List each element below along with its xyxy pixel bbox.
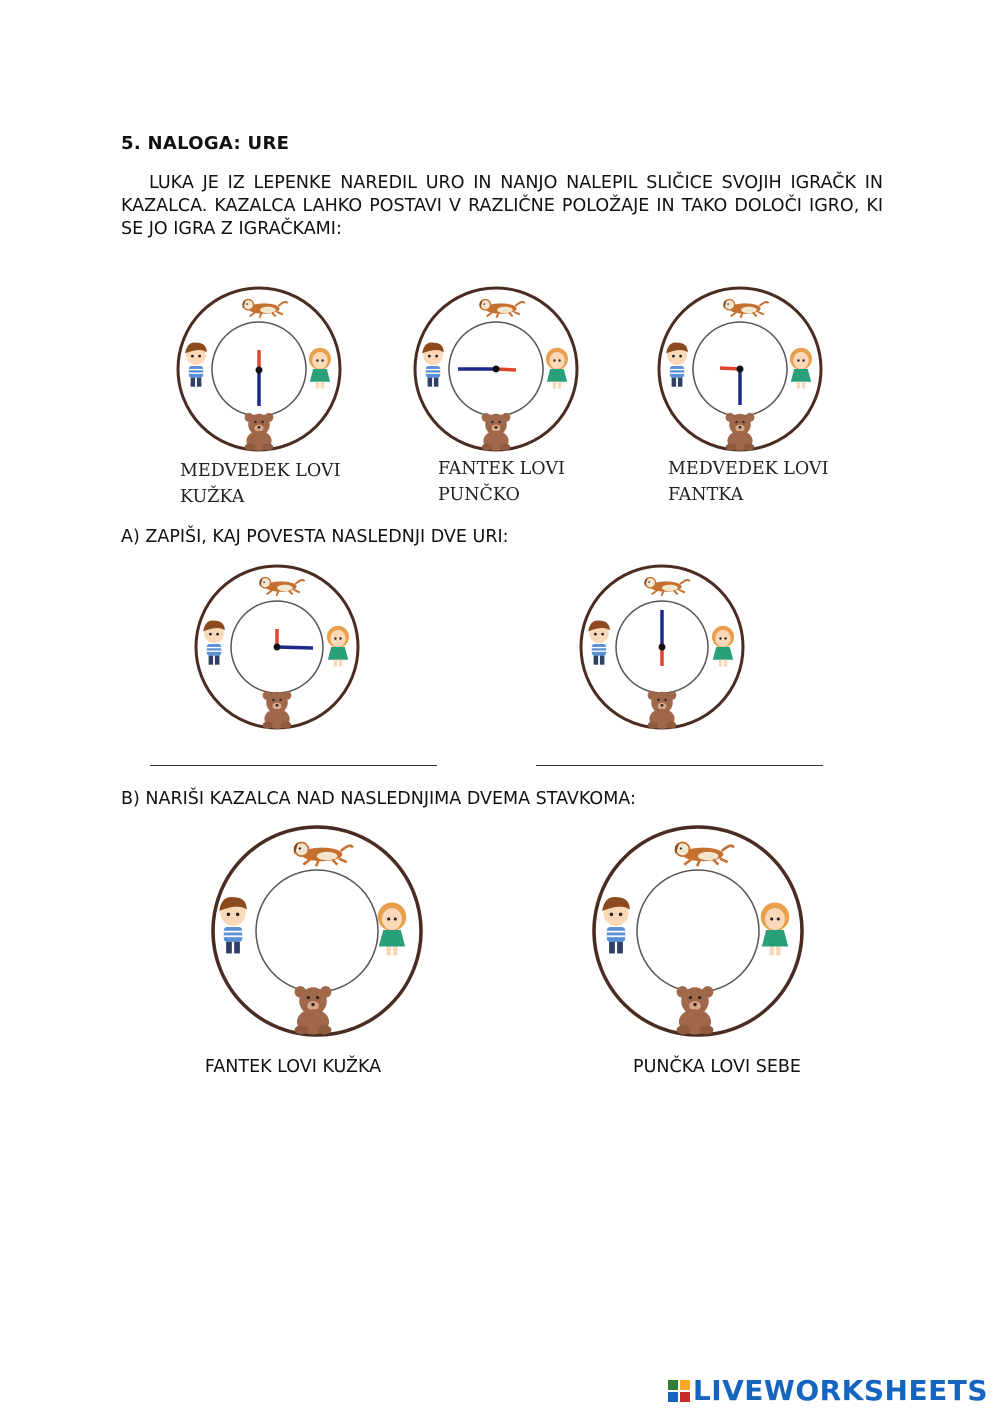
task-intro: LUKA JE IZ LEPENKE NAREDIL URO IN NANJO NALEPIL SLIČICE SVOJIH IGRAČK IN KAZALCA. KAZALCA LAHKO POSTAVI V RAZLIČNE POLOŽAJE IN TAKO DOLOČI IGRO, KI SE JO IGRA Z IGRAČKAMI: <box>121 173 883 239</box>
task-title: 5. NALOGA: URE <box>121 133 290 154</box>
section-a-clock-2 <box>581 566 743 729</box>
section-a-instruction: A) ZAPIŠI, KAJ POVESTA NASLEDNJI DVE URI: <box>121 527 509 547</box>
section-a-clock-1 <box>196 566 358 729</box>
section-b-caption-2: PUNČKA LOVI SEBE <box>633 1057 801 1077</box>
section-b-caption-1: FANTEK LOVI KUŽKA <box>204 1057 382 1077</box>
brand-name: LIVEWORKSHEETS <box>692 1374 988 1407</box>
liveworksheets-icon <box>668 1380 690 1402</box>
brand-logo <box>668 1374 988 1407</box>
example-label-2: FANTEK LOVI PUNČKO <box>438 459 565 505</box>
example-clock-2 <box>415 288 577 451</box>
long-hand <box>277 647 313 648</box>
section-b-clock-1 <box>213 827 421 1035</box>
section-b-clock-2 <box>594 827 802 1035</box>
example-label-1: MEDVEDEK LOVI KUŽKA <box>180 461 341 507</box>
example-clock-3 <box>659 288 821 451</box>
answer-line-1[interactable] <box>150 765 437 766</box>
example-clock-1 <box>178 288 340 451</box>
example-label-3: MEDVEDEK LOVI FANTKA <box>668 459 829 505</box>
answer-line-2[interactable] <box>536 765 823 766</box>
section-b-instruction: B) NARIŠI KAZALCA NAD NASLEDNJIMA DVEMA STAVKOMA: <box>121 789 636 809</box>
